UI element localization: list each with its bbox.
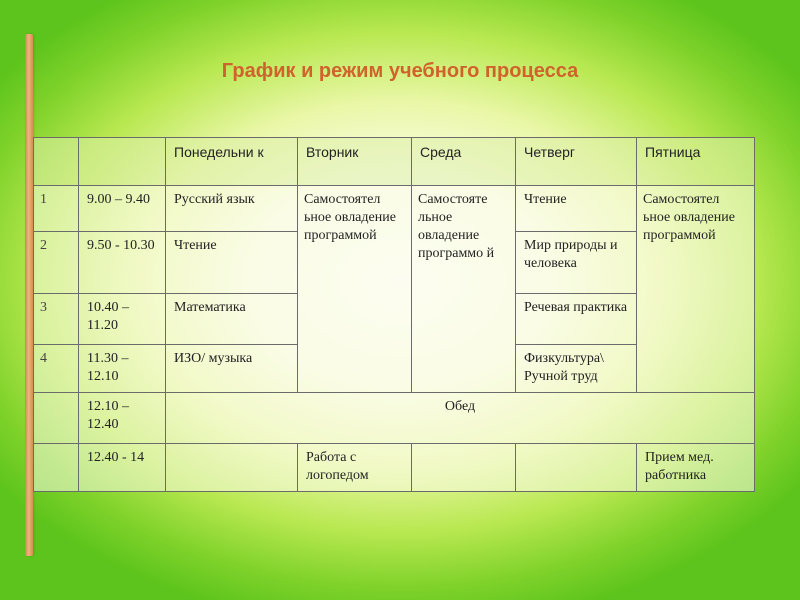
lesson-time: 11.30 – 12.10: [79, 345, 166, 393]
thursday-lesson: Физкультура\ Ручной труд: [516, 345, 637, 393]
lesson-number: 4: [34, 345, 79, 393]
lesson-number: [34, 444, 79, 492]
tuesday-merged-cell: Самостоятел ьное овладение программой: [298, 186, 412, 393]
lesson-number: 1: [34, 186, 79, 232]
header-cell-friday: Пятница: [637, 138, 755, 186]
lesson-number: 2: [34, 232, 79, 294]
lesson-time: 12.40 - 14: [79, 444, 166, 492]
header-cell-time: [79, 138, 166, 186]
table-header-row: [34, 138, 755, 186]
thursday-lesson: Чтение: [516, 186, 637, 232]
header-cell-wednesday: Среда: [412, 138, 516, 186]
monday-lesson: Русский язык: [166, 186, 298, 232]
lesson-time: 12.10 – 12.40: [79, 393, 166, 444]
thursday-lesson: Речевая практика: [516, 294, 637, 345]
table-row: [34, 393, 755, 444]
lesson-time: 10.40 – 11.20: [79, 294, 166, 345]
lesson-time: 9.50 - 10.30: [79, 232, 166, 294]
friday-activity: Прием мед. работника: [637, 444, 755, 492]
thursday-activity: [516, 444, 637, 492]
table-row: [34, 444, 755, 492]
tuesday-activity: Работа с логопедом: [298, 444, 412, 492]
header-cell-num: [34, 138, 79, 186]
header-cell-thursday: Четверг: [516, 138, 637, 186]
monday-lesson: Математика: [166, 294, 298, 345]
header-cell-tuesday: Вторник: [298, 138, 412, 186]
slide-accent-bar: [25, 34, 33, 556]
lesson-number: 3: [34, 294, 79, 345]
monday-lesson: ИЗО/ музыка: [166, 345, 298, 393]
page-title: График и режим учебного процесса: [221, 60, 579, 82]
lesson-number: [34, 393, 79, 444]
monday-lesson: Чтение: [166, 232, 298, 294]
wednesday-merged-cell: Самостояте льное овладение программо й: [412, 186, 516, 393]
header-cell-monday: Понедельни к: [166, 138, 298, 186]
lunch-cell: Обед: [166, 393, 755, 444]
monday-activity: [166, 444, 298, 492]
schedule-table: [33, 137, 755, 492]
table-row: [34, 186, 755, 232]
wednesday-activity: [412, 444, 516, 492]
friday-merged-cell: Самостоятел ьное овладение программой: [637, 186, 755, 393]
thursday-lesson: Мир природы и человека: [516, 232, 637, 294]
lesson-time: 9.00 – 9.40: [79, 186, 166, 232]
